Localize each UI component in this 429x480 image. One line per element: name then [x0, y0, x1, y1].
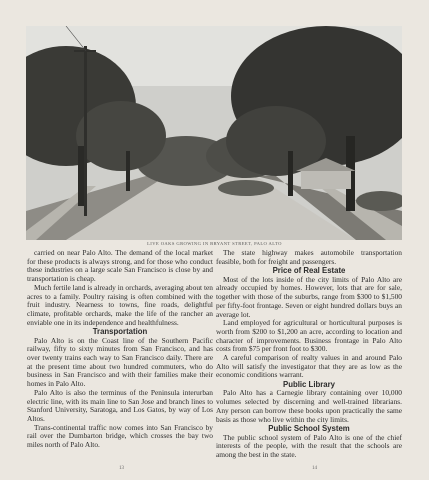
section-heading: Public School System — [268, 424, 350, 434]
paragraph: Most of the lots inside of the city limits of Palo Alto are already occupied by homes. However, lots that are for sale, together with those of the suburbs, range from $300 to $1,500 per fifty-foot frontage. Seven or eight hundred dollars buys an average lot. — [216, 274, 402, 319]
paragraph: Trans-continental traffic now comes into San Francisco by rail over the Dumbarton bridge, which crosses the bay two miles north of Palo Alto. — [27, 422, 213, 450]
page-number-left: 13 — [119, 466, 124, 471]
paragraph: Palo Alto is on the Coast line of the Southern Pacific railway, fifty to sixty minutes from San Francisco, and has over twenty trains each way to San Francisco daily. There are at the present time about two hundred commuters, who do business in San Francisco and with their families make their homes in Palo Alto. — [27, 335, 213, 389]
paragraph: The state highway makes automobile transportation feasible, both for freight and passengers. — [216, 248, 402, 266]
page-number-right: 14 — [312, 466, 317, 471]
paragraph: carried on near Palo Alto. The demand of the local market for these products is always strong, and for those who conduct these industries on a large scale San Francisco is close by and transportation is cheap. — [27, 248, 213, 284]
paragraph: Palo Alto is also the terminus of the Peninsula interurban electric line, with its main line to San Jose and branch lines to Stanford University, Saratoga, and Los Gatos, by way of Los Altos. — [27, 387, 213, 423]
paragraph: The public school system of Palo Alto is one of the chief interests of the people, with the result that the schools are among the best in the state. — [216, 432, 402, 459]
right-column — [216, 249, 402, 460]
section-heading: Public Library — [283, 380, 335, 390]
section-heading: Price of Real Estate — [272, 266, 346, 276]
paragraph: Much fertile land is already in orchards, averaging about ten acres to a family. Poultry raising is often combined with the fruit industry. Nearness to towns, fine roads, delightful climate, profitable orchards, make the life of the rancher an enviable one in its independence and healthfulness. — [27, 282, 213, 327]
live-oaks-illustration — [26, 26, 402, 240]
left-column — [27, 249, 213, 450]
section-heading: Transportation — [92, 327, 148, 337]
paragraph: Palo Alto has a Carnegie library containing over 10,000 volumes selected by discerning and well-trained librarians. Any person can borrow these books upon practically the same basis as those who live within the city limits. — [216, 388, 402, 424]
street-photo — [26, 26, 402, 240]
photo-caption: LIVE OAKS GROWING IN BRYANT STREET, PALO ALTO — [147, 241, 282, 246]
paragraph: A careful comparison of realty values in and around Palo Alto will satisfy the investigator that they are as low as the economic conditions warrant. — [216, 353, 402, 380]
paragraph: Land employed for agricultural or horticultural purposes is worth from $200 to $1,200 an acre, according to location and character of improvements. Business frontage in Palo Alto costs from $75 per front foot to $300. — [216, 318, 402, 354]
